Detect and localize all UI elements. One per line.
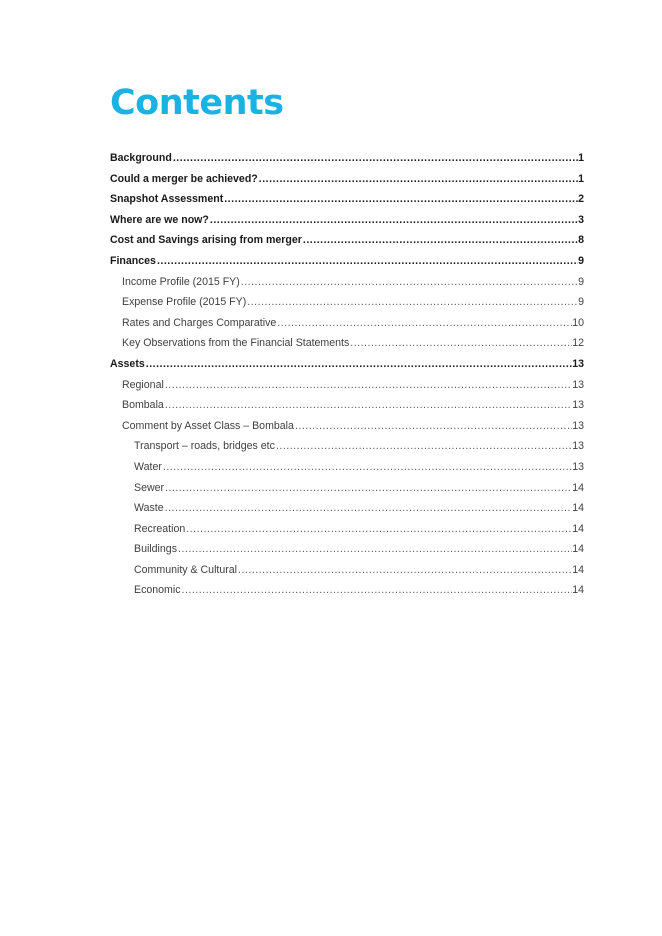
toc-entry-label: Rates and Charges Comparative [122, 316, 277, 329]
toc-page-number: 14 [572, 522, 584, 535]
toc-page-number: 1 [578, 172, 584, 185]
table-of-contents [110, 148, 584, 601]
toc-entry-label: Could a merger be achieved? [110, 172, 258, 185]
toc-leader [302, 230, 578, 251]
toc-entry-label: Where are we now? [110, 213, 209, 226]
toc-entry-label: Buildings [134, 543, 177, 556]
toc-entry-recreation[interactable] [110, 519, 584, 540]
toc-entry-background[interactable] [110, 148, 584, 169]
toc-entry-label: Snapshot Assessment [110, 193, 224, 206]
page-title: Contents [110, 83, 284, 123]
toc-leader [164, 498, 573, 519]
toc-page-number: 9 [578, 296, 584, 309]
toc-entry-label: Regional [122, 378, 164, 391]
toc-leader [172, 148, 578, 169]
toc-entry-regional[interactable] [110, 375, 584, 396]
toc-entry-label: Community & Cultural [134, 563, 238, 576]
toc-entry-bombala[interactable] [110, 395, 584, 416]
toc-entry-where-are-we-now[interactable] [110, 210, 584, 231]
toc-entry-could-a-merger-be-achieved[interactable] [110, 169, 584, 190]
toc-leader [164, 478, 572, 499]
toc-entry-label: Recreation [134, 522, 186, 535]
toc-page-number: 2 [578, 193, 584, 206]
toc-page-number: 8 [578, 234, 584, 247]
toc-page-number: 10 [572, 316, 584, 329]
toc-leader [275, 436, 572, 457]
toc-entry-label: Cost and Savings arising from merger [110, 234, 302, 247]
toc-leader [240, 272, 578, 293]
toc-page-number: 13 [572, 419, 584, 432]
toc-entry-income-profile[interactable] [110, 272, 584, 293]
toc-entry-waste[interactable] [110, 498, 584, 519]
toc-entry-key-observations[interactable] [110, 333, 584, 354]
toc-leader [209, 210, 578, 231]
toc-page-number: 3 [578, 213, 584, 226]
toc-entry-label: Waste [134, 502, 164, 515]
toc-entry-rates-and-charges[interactable] [110, 313, 584, 334]
toc-leader [164, 395, 572, 416]
toc-entry-comment-by-asset-class[interactable] [110, 416, 584, 437]
toc-leader [258, 169, 578, 190]
toc-entry-sewer[interactable] [110, 478, 584, 499]
toc-entry-snapshot-assessment[interactable] [110, 189, 584, 210]
toc-page-number: 9 [578, 275, 584, 288]
toc-leader [185, 519, 572, 540]
toc-page-number: 13 [572, 357, 584, 370]
toc-leader [181, 580, 573, 601]
toc-entry-finances[interactable] [110, 251, 584, 272]
toc-page-number: 13 [572, 460, 584, 473]
toc-entry-label: Transport – roads, bridges etc [134, 440, 275, 453]
toc-entry-label: Comment by Asset Class – Bombala [122, 419, 294, 432]
toc-page-number: 13 [572, 378, 584, 391]
toc-page-number: 14 [572, 543, 584, 556]
toc-page-number: 13 [572, 399, 584, 412]
toc-entry-economic[interactable] [110, 580, 584, 601]
toc-entry-label: Sewer [134, 481, 165, 494]
toc-entry-label: Expense Profile (2015 FY) [122, 296, 247, 309]
toc-page-number: 1 [578, 152, 584, 164]
toc-entry-label: Assets [110, 357, 145, 370]
toc-leader [237, 560, 572, 581]
toc-entry-community-and-cultural[interactable] [110, 560, 584, 581]
toc-page-number: 14 [572, 563, 584, 576]
toc-leader [177, 539, 572, 560]
toc-leader [246, 292, 578, 313]
toc-entry-buildings[interactable] [110, 539, 584, 560]
toc-entry-label: Income Profile (2015 FY) [122, 275, 240, 288]
toc-entry-transport[interactable] [110, 436, 584, 457]
toc-leader [164, 375, 572, 396]
toc-entry-water[interactable] [110, 457, 584, 478]
toc-leader [162, 457, 572, 478]
toc-entry-label: Water [134, 460, 162, 473]
toc-entry-label: Economic [134, 584, 181, 597]
toc-leader [156, 251, 578, 272]
toc-leader [294, 416, 572, 437]
toc-entry-label: Key Observations from the Financial Statements [122, 337, 350, 350]
toc-page-number: 12 [572, 337, 584, 350]
toc-leader [276, 313, 572, 334]
toc-entry-assets[interactable] [110, 354, 584, 375]
toc-entry-label: Bombala [122, 399, 164, 412]
toc-entry-expense-profile[interactable] [110, 292, 584, 313]
toc-entry-cost-and-savings[interactable] [110, 230, 584, 251]
toc-page-number: 9 [578, 254, 584, 267]
toc-leader [145, 354, 572, 375]
toc-page-number: 14 [572, 584, 584, 597]
toc-page-number: 13 [572, 440, 584, 453]
toc-page-number: 14 [572, 502, 584, 515]
toc-leader [349, 333, 572, 354]
toc-entry-label: Background [110, 152, 172, 164]
toc-leader [223, 189, 578, 210]
toc-page-number: 14 [572, 481, 584, 494]
toc-entry-label: Finances [110, 254, 156, 267]
